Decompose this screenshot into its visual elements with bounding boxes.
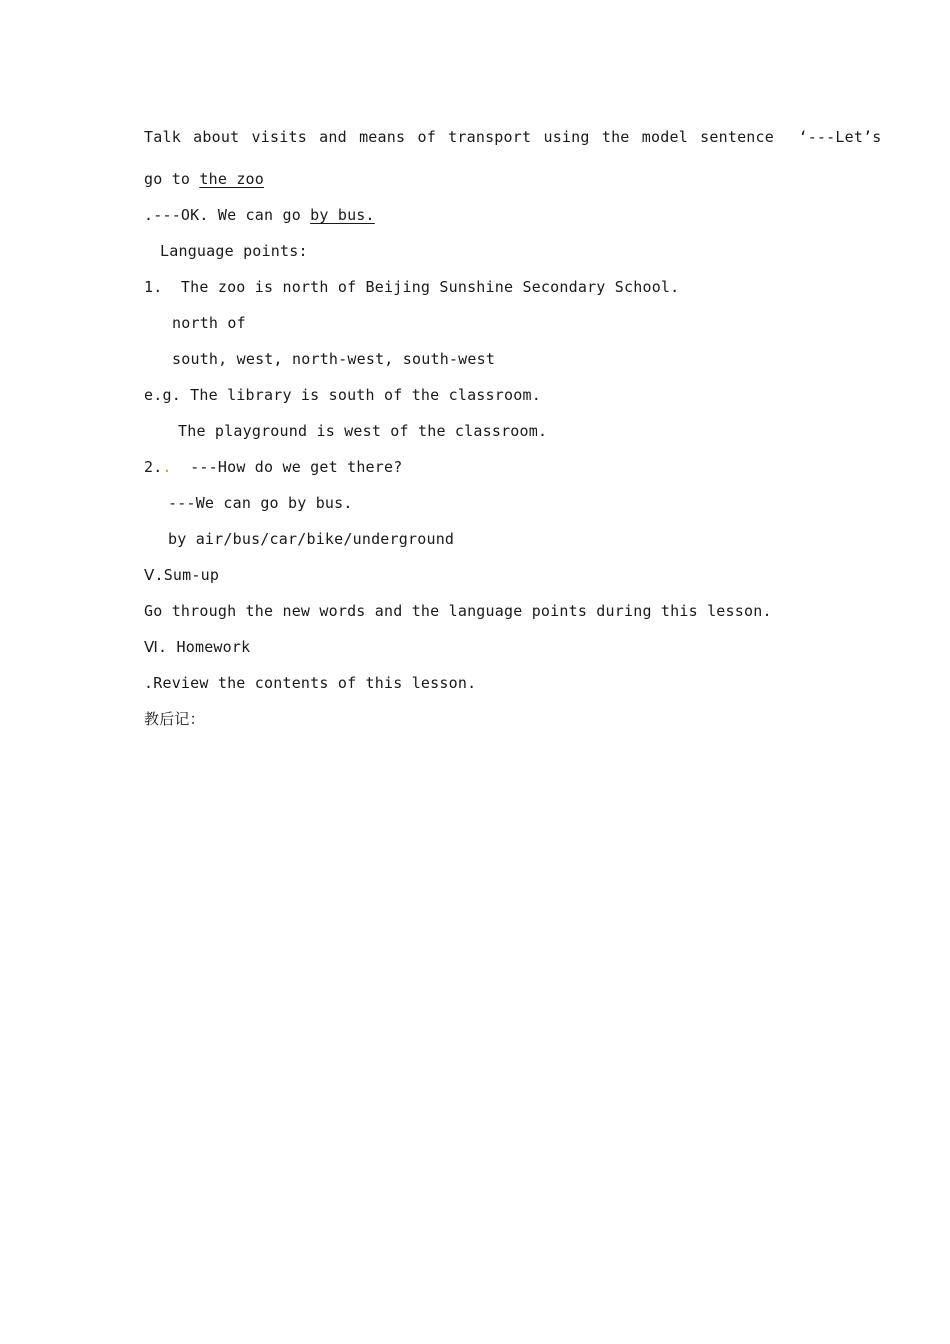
- intro-line-3-text: .---OK. We can go: [144, 206, 311, 224]
- sum-up-text: Go through the new words and the language points during this lesson.: [144, 602, 772, 620]
- homework-heading: Ⅵ. Homework: [144, 638, 251, 656]
- intro-line-2-text: go to: [144, 170, 200, 188]
- point-2-line: [144, 457, 402, 477]
- point-1-north-of: north of: [172, 314, 246, 332]
- point-2-answer: [168, 493, 353, 513]
- intro-line-1: Talk about visits and means of transport using the model sentence ‘---Let’s: [144, 128, 882, 146]
- example-2-part-a: The p: [178, 422, 225, 440]
- intro-line-2: [144, 169, 264, 189]
- reflection-label: 教后记：: [144, 710, 205, 728]
- point-2-options: by air/bus/car/bike/underground: [168, 530, 455, 548]
- point-2-answer-part-a: ---We: [168, 494, 224, 512]
- intro-line-3: [144, 205, 375, 225]
- sum-up-heading: Ⅴ.Sum-up: [144, 566, 220, 584]
- point-1-directions: south, west, north-west, south-west: [172, 350, 496, 368]
- underlined-by-bus: by bus.: [310, 206, 375, 224]
- point-2-question: ---How do we get there?: [190, 458, 403, 476]
- homework-text: .Review the contents of this lesson.: [144, 674, 477, 692]
- example-2: [178, 421, 547, 441]
- point-2-mark: .: [162, 458, 172, 476]
- language-points-heading: Language points:: [160, 242, 308, 260]
- point-2-answer-part-b: can go by bus.: [223, 494, 353, 512]
- point-2-number: 2.: [144, 458, 163, 476]
- underlined-the-zoo: the zoo: [199, 170, 265, 188]
- point-1-text: 1. The zoo is north of Beijing Sunshine Secondary School.: [144, 278, 680, 296]
- example-2-part-b: layground is west of the classroom.: [224, 422, 548, 440]
- example-1: e.g. The library is south of the classroom.: [144, 386, 541, 404]
